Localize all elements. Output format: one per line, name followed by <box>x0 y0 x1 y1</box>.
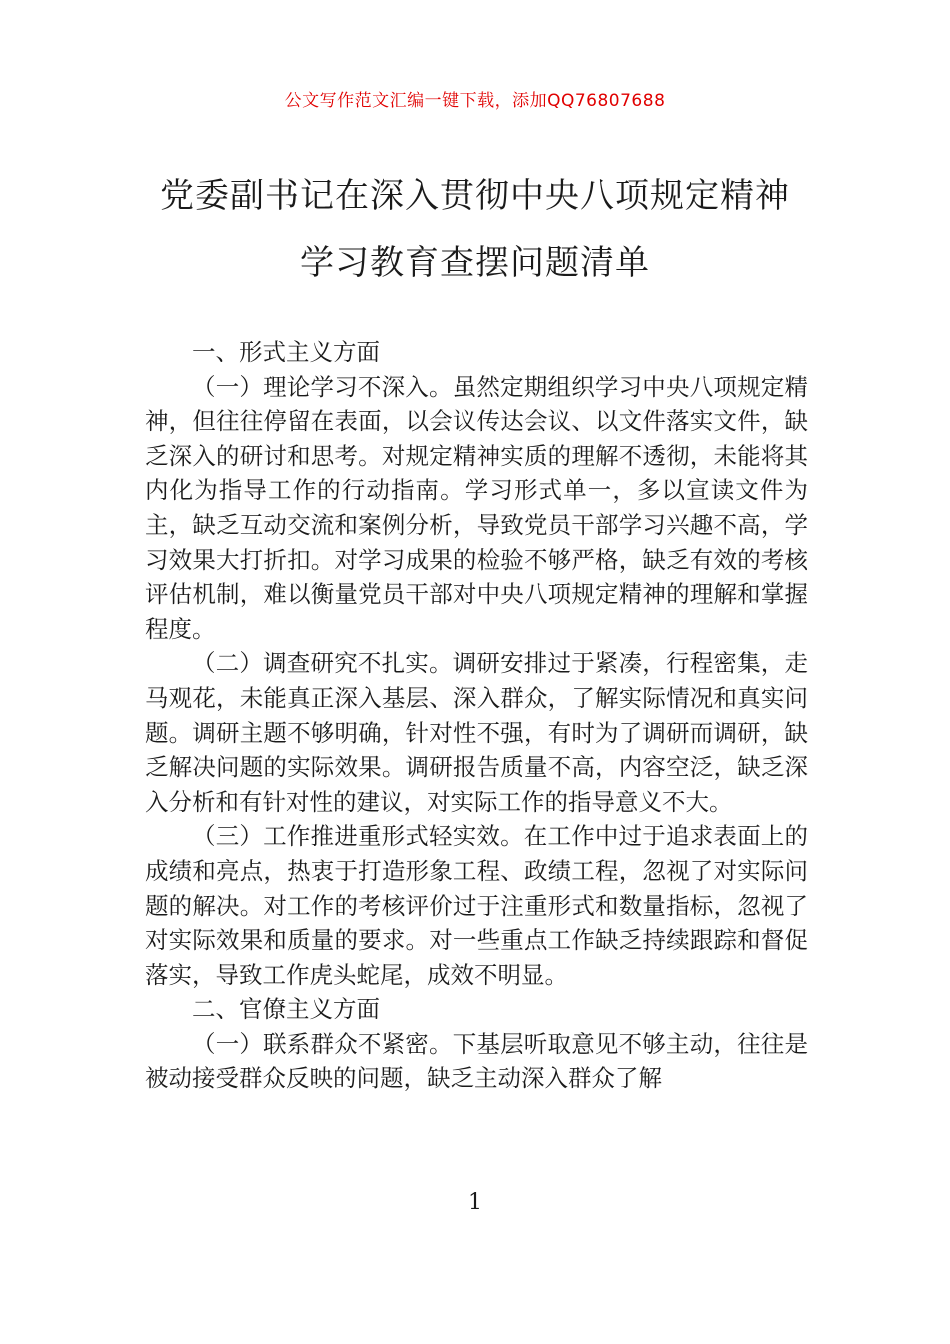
paragraph-investigation: （二）调查研究不扎实。调研安排过于紧凑，行程密集，走马观花，未能真正深入基层、深入群众，了解实际情况和真实问题。调研主题不够明确，针对性不强，有时为了调研而调研，缺乏解决问题的实际效果。调研报告质量不高，内容空泛，缺乏深入分析和有针对性的建议，对实际工作的指导意义不大。 <box>145 649 808 816</box>
download-ad-banner: 公文写作范文汇编一键下载，添加QQ76807688 <box>284 91 666 111</box>
paragraph-contact-masses: （一）联系群众不紧密。下基层听取意见不够主动，往往是被动接受群众反映的问题，缺乏主动深入群众了解 <box>145 1029 808 1093</box>
paragraph-work-promotion: （三）工作推进重形式轻实效。在工作中过于追求表面上的成绩和亮点，热衷于打造形象工程、政绩工程，忽视了对实际问题的解决。对工作的考核评价过于注重形式和数量指标，忽视了对实际效果和质量的要求。对一些重点工作缺乏持续跟踪和督促落实，导致工作虎头蛇尾，成效不明显。 <box>145 822 808 989</box>
section-heading-formalism: 一、形式主义方面 <box>192 338 380 366</box>
page-number: 1 <box>468 1190 482 1215</box>
document-title-line-1: 党委副书记在深入贯彻中央八项规定精神 <box>160 176 790 216</box>
section-heading-bureaucratism: 二、官僚主义方面 <box>192 995 380 1024</box>
document-body <box>145 335 808 1096</box>
paragraph-theory-study: （一）理论学习不深入。虽然定期组织学习中央八项规定精神，但往往停留在表面，以会议传达会议、以文件落实文件，缺乏深入的研讨和思考。对规定精神实质的理解不透彻，未能将其内化为指导工作的行动指南。学习形式单一，多以宣读文件为主，缺乏互动交流和案例分析，导致党员干部学习兴趣不高，学习效果大打折扣。对学习成果的检验不够严格，缺乏有效的考核评估机制，难以衡量党员干部对中央八项规定精神的理解和掌握程度。 <box>145 372 808 643</box>
document-title-line-2: 学习教育查摆问题清单 <box>300 243 650 283</box>
